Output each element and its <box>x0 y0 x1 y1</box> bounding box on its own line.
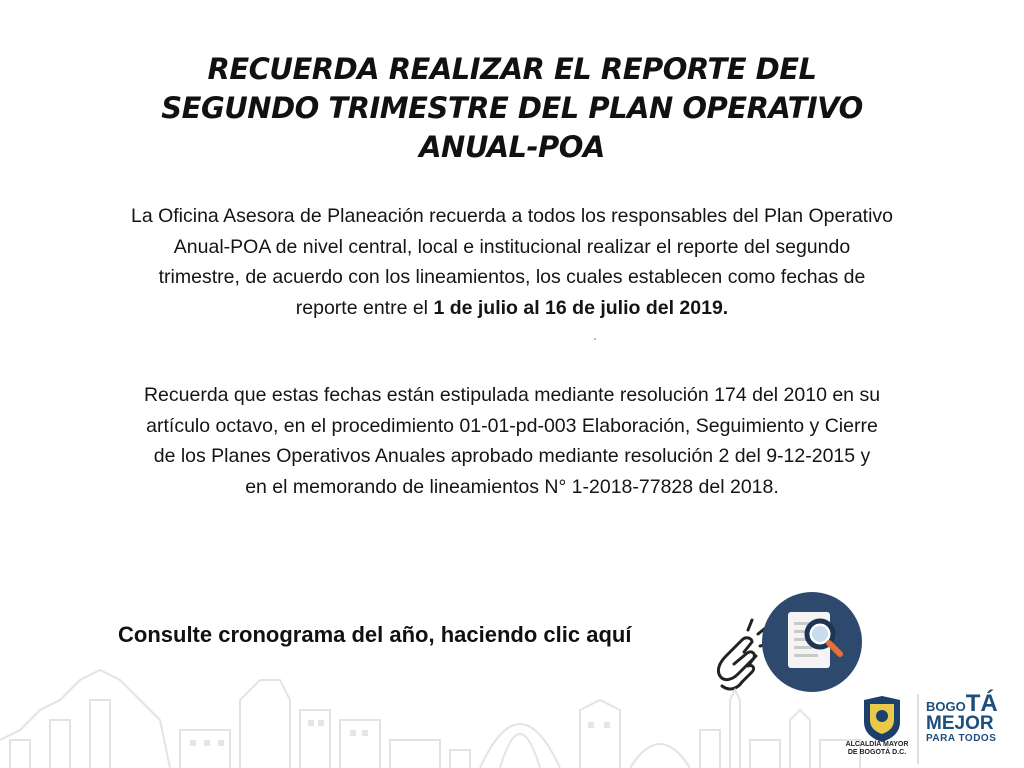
paragraph-line: trimestre, de acuerdo con los lineamientos, los cuales establecen como fechas de <box>158 266 866 288</box>
page-title <box>80 50 944 167</box>
mejor-wordmark: MEJOR <box>926 713 994 734</box>
date-range: 1 de julio al 16 de julio del 2019. <box>433 296 729 319</box>
alcaldia-line: ALCALDÍA MAYOR <box>845 741 909 748</box>
paragraph-line: artículo octavo, en el procedimiento 01-01-pd-003 Elaboración, Seguimiento y Cierre <box>146 414 878 437</box>
paragraph-line: en el memorando de lineamientos N° 1-2018-77828 del 2018. <box>245 475 779 498</box>
alcaldia-line: DE BOGOTÁ D.C. <box>847 749 907 756</box>
bogota-prefix: BOGO <box>926 699 966 714</box>
title-line: SEGUNDO TRIMESTRE DEL PLAN OPERATIVO <box>161 91 863 125</box>
paragraph-line: La Oficina Asesora de Planeación recuerda a todos los responsables del Plan Operativo <box>130 205 894 227</box>
alcaldia-logo-text <box>842 741 912 757</box>
para-todos-wordmark: PARA TODOS <box>926 733 997 744</box>
paragraph-line: de los Planes Operativos Anuales aprobado mediante resolución 2 del 9-12-2015 y <box>153 445 871 467</box>
resolution-paragraph <box>40 380 984 502</box>
paragraph-line: Recuerda que estas fechas están estipulada mediante resolución 174 del 2010 en su <box>143 384 881 406</box>
paragraph-line: Anual-POA de nivel central, local e institucional realizar el reporte del segundo <box>173 235 851 258</box>
city-skyline-illustration <box>0 640 870 768</box>
decorative-dot <box>594 338 596 340</box>
bogota-mejor-logo <box>926 690 1022 744</box>
paragraph-line <box>40 293 984 324</box>
coat-of-arms-icon <box>864 696 900 742</box>
title-line: ANUAL-POA <box>419 130 605 164</box>
schedule-link[interactable]: Consulte cronograma del año, haciendo clic aquí <box>118 622 632 647</box>
intro-paragraph <box>40 201 984 323</box>
title-line: RECUERDA REALIZAR EL REPORTE DEL <box>207 52 817 86</box>
bogota-suffix: TÁ <box>965 690 998 717</box>
date-range-prefix: reporte entre el <box>295 296 434 319</box>
bogota-wordmark <box>926 690 1022 717</box>
